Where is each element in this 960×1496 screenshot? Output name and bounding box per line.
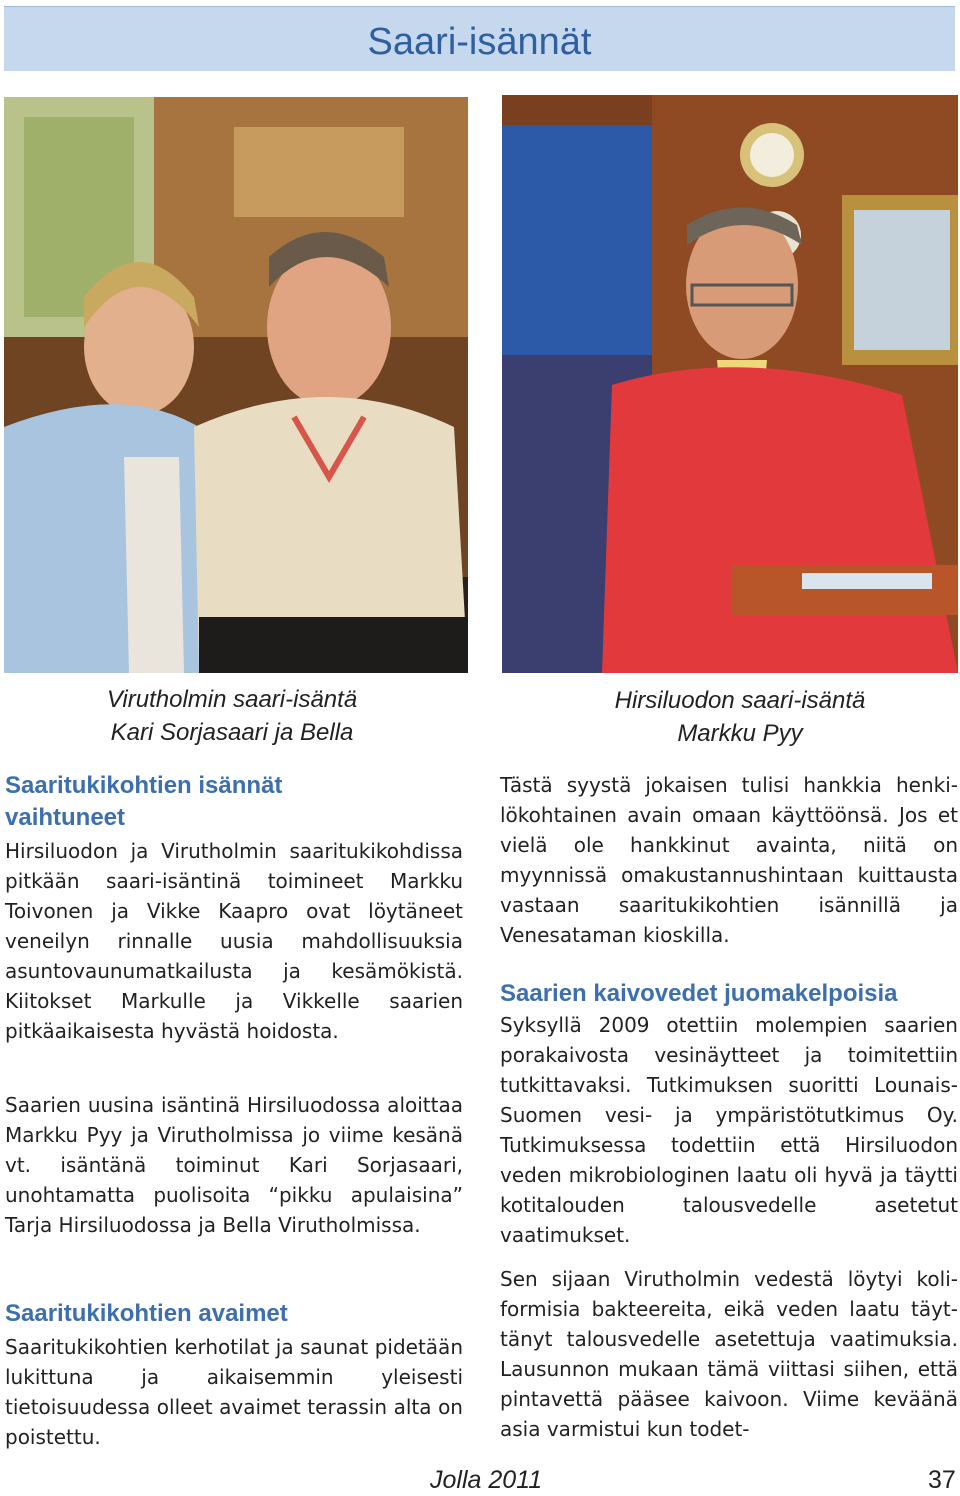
header-banner	[4, 6, 955, 71]
paragraph-avaimen-hankinta: Tästä syystä jokaisen tulisi hankkia henkilökohtainen avain omaan käyttöönsä. Jos et vielä ole hankkinut avainta, niitä on myynnissä omakustannushintaan kuittausta vastaan saaritukikohtien isännillä ja Venesataman kioskilla.	[500, 773, 958, 947]
heading-avaimet: Saaritukikohtien avaimet	[5, 1300, 288, 1327]
heading-isannat-vaihtuneet: Saaritukikohtien isännät vaihtuneet	[5, 772, 283, 831]
heading-kaivovedet: Saarien kaivovedet juomakelpoisia	[500, 980, 898, 1007]
paragraph-uudet-isannat: Saarien uusina isäntinä Hirsiluodossa aloittaa Markku Pyy ja Virutholmissa jo viime kesänä vt. isäntänä toiminut Kari Sorjasaari, unohtamatta puolisoita “pikku apulaisina” Tarja Hirsiluodossa ja Bella Virutholmissa.	[5, 1093, 463, 1237]
photo-markku-pyy	[502, 95, 958, 673]
caption-left-line1: Virutholmin saari-isäntä	[106, 686, 358, 713]
caption-right-line2: Markku Pyy	[677, 720, 803, 747]
page-number: 37	[928, 1466, 956, 1494]
paragraph-koliformiset: Sen sijaan Virutholmin vedestä löytyi koliformisia bakteereita, eikä veden laatu täyttänyt talousvedelle asetettuja vaatimuksia. Lausunnon mukaan tämä viittasi siihen, että pintavettä pääsee kaivoon. Viime keväänä asia varmistui kun todet-	[500, 1267, 958, 1441]
caption-right-line1: Hirsiluodon saari-isäntä	[614, 687, 866, 714]
paragraph-vesinaytteet: Syksyllä 2009 otettiin molempien saarien porakaivosta vesinäytteet ja toimitettiin tutkittavaksi. Tutkimuksen suoritti Lounais-Suomen vesi- ja ympäristötutkimus Oy. Tutkimuksessa todettiin että Hirsiluodon veden mikrobiologinen laatu oli hyvä ja täytti kotitalouden talousvedelle asetetut vaatimukset.	[500, 1013, 958, 1247]
paragraph-toivonen-kaapro: Hirsiluodon ja Virutholmin saaritukikohdissa pitkään saari-isäntinä toimineet Markku Toivonen ja Vikke Kaapro ovat löytäneet veneilyn rinnalle uusia mahdollisuuksia asuntovaunumatkailusta ja kesämökistä. Kiitokset Markulle ja Vikkelle saarien pitkäaikaisesta hyvästä hoidosta.	[5, 839, 463, 1043]
page-title: Saari-isännät	[367, 21, 592, 63]
caption-left-line2: Kari Sorjasaari ja Bella	[110, 719, 354, 746]
photo-kari-and-bella	[4, 97, 468, 673]
paragraph-avaimet: Saaritukikohtien kerhotilat ja saunat pidetään lukittuna ja aikaisemmin yleisesti tietoisuudessa olleet avaimet terassin alta on poistettu.	[5, 1335, 463, 1449]
footer-publication: Jolla 2011	[430, 1466, 543, 1494]
caption-right-photo	[502, 684, 960, 750]
caption-left-photo	[0, 683, 464, 749]
